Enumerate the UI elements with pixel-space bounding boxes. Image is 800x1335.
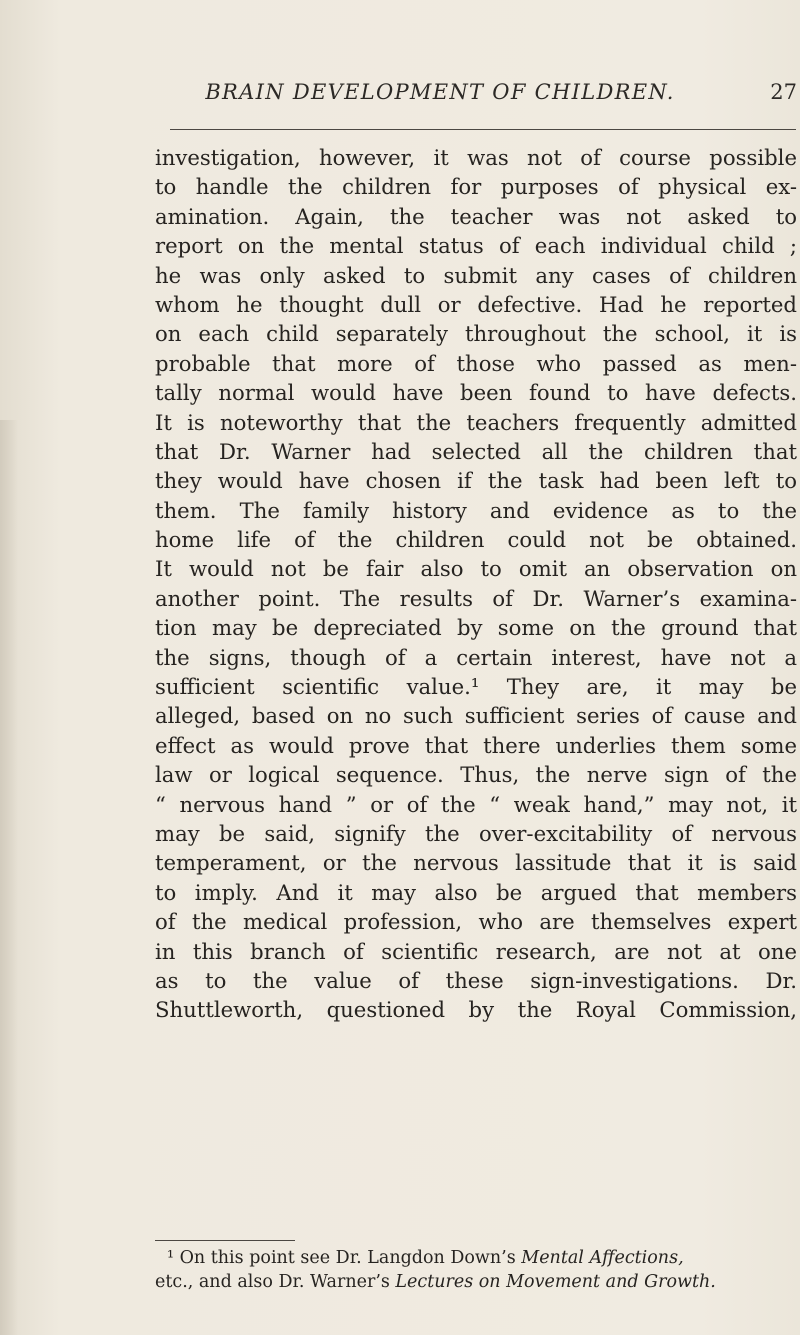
footnote-line xyxy=(155,1270,797,1294)
text-line: It would not be fair also to omit an observation on xyxy=(155,556,797,582)
footnote-line xyxy=(155,1246,797,1270)
footnote xyxy=(155,1246,797,1294)
footnote-text: etc., and also Dr. Warner’s xyxy=(155,1272,396,1292)
text-line: as to the value of these sign-investigations. Dr. xyxy=(155,967,797,993)
running-head: BRAIN DEVELOPMENT OF CHILDREN. xyxy=(205,80,675,104)
body-text xyxy=(155,143,797,1025)
text-line: effect as would prove that there underlies them some xyxy=(155,732,797,758)
text-line: Shuttleworth, questioned by the Royal Commission, xyxy=(155,997,797,1023)
text-line: investigation, however, it was not of course possible xyxy=(155,145,797,170)
text-line: It is noteworthy that the teachers frequently admitted xyxy=(155,409,797,435)
text-line: law or logical sequence. Thus, the nerve sign of the xyxy=(155,762,797,788)
footnote-text: ¹ On this point see Dr. Langdon Down’s xyxy=(167,1248,522,1268)
text-line: probable that more of those who passed as men- xyxy=(155,350,797,376)
text-line: in this branch of scientific research, are not at one xyxy=(155,938,797,964)
text-line: that Dr. Warner had selected all the children that xyxy=(155,438,797,464)
text-line: of the medical profession, who are themselves expert xyxy=(155,909,797,935)
footnote-title: Lectures on Movement and Growth. xyxy=(395,1272,716,1292)
binding-shadow xyxy=(0,420,18,1335)
text-line: the signs, though of a certain interest, have not a xyxy=(155,644,797,670)
text-line: may be said, signify the over-excitability of nervous xyxy=(155,820,797,846)
footnote-rule xyxy=(155,1240,295,1241)
text-line: temperament, or the nervous lassitude that it is said xyxy=(155,850,797,876)
text-line: they would have chosen if the task had been left to xyxy=(155,468,797,494)
text-line: them. The family history and evidence as to the xyxy=(155,497,797,523)
text-line: tally normal would have been found to have defects. xyxy=(155,380,797,406)
header-rule xyxy=(170,129,796,130)
text-line: “ nervous hand ” or of the “ weak hand,” may not, it xyxy=(155,791,797,817)
text-line: sufficient scientific value.¹ They are, it may be xyxy=(155,674,797,700)
text-line: he was only asked to submit any cases of children xyxy=(155,262,797,288)
text-line: another point. The results of Dr. Warner’s examina- xyxy=(155,585,797,611)
text-line: alleged, based on no such sufficient series of cause and xyxy=(155,703,797,729)
text-line: whom he thought dull or defective. Had he reported xyxy=(155,291,797,317)
text-line: tion may be depreciated by some on the ground that xyxy=(155,615,797,641)
text-line: to handle the children for purposes of physical ex- xyxy=(155,174,797,200)
text-line: on each child separately throughout the school, it is xyxy=(155,321,797,347)
text-line: report on the mental status of each individual child ; xyxy=(155,233,797,259)
page-header xyxy=(150,80,800,120)
text-line: amination. Again, the teacher was not asked to xyxy=(155,203,797,229)
text-line: to imply. And it may also be argued that members xyxy=(155,879,797,905)
text-line: home life of the children could not be obtained. xyxy=(155,527,797,553)
footnote-title: Mental Affections, xyxy=(521,1248,684,1268)
page-number: 27 xyxy=(770,80,797,104)
